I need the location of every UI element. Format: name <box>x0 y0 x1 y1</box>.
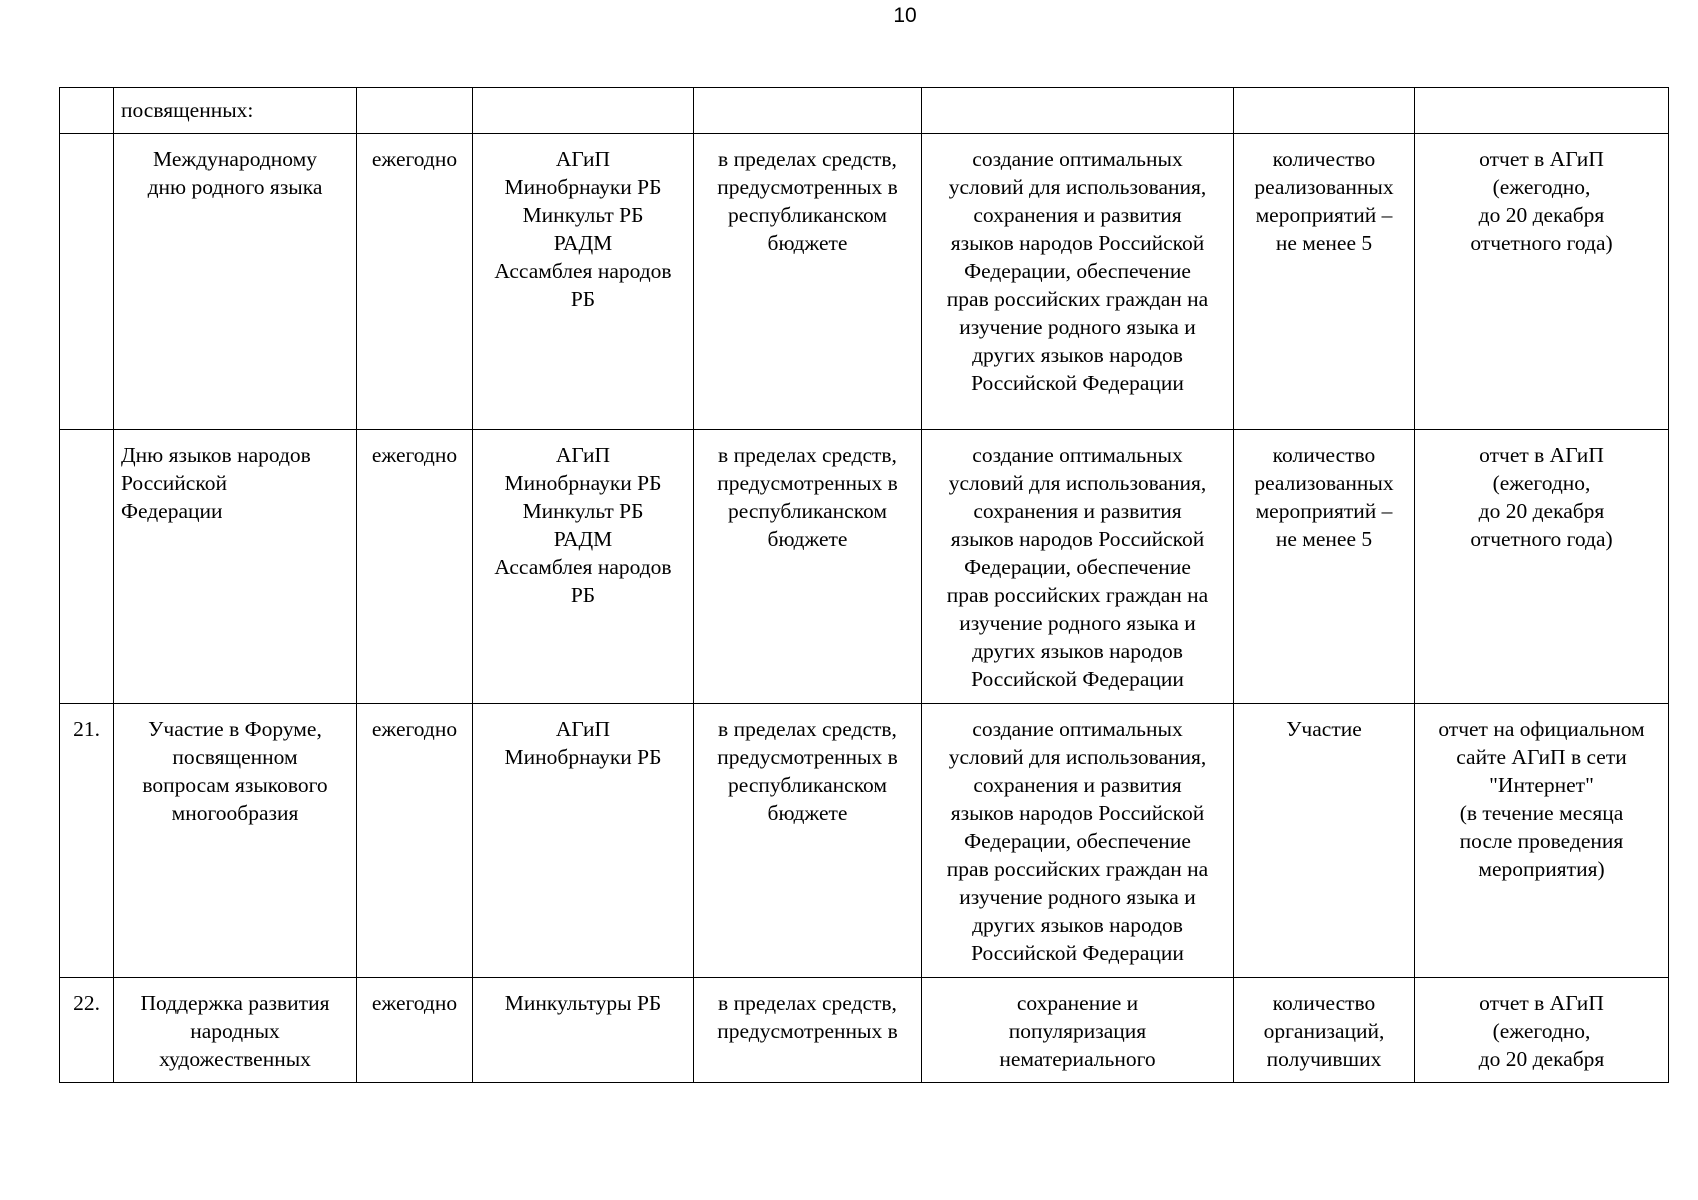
event-cell: Дню языков народов Российской Федерации <box>114 430 357 704</box>
row-number-cell <box>60 430 114 704</box>
indicator-cell <box>1234 88 1415 134</box>
term-cell <box>357 88 473 134</box>
report-cell: отчет в АГиП (ежегодно, до 20 декабря отчетного года) <box>1415 134 1669 430</box>
table-row <box>60 704 1669 978</box>
indicator-cell: Участие <box>1234 704 1415 978</box>
row-number-cell <box>60 88 114 134</box>
result-cell <box>922 88 1234 134</box>
executors-cell: АГиП Минобрнауки РБ Минкульт РБ РАДМ Ассамблея народов РБ <box>473 430 694 704</box>
executors-cell: АГиП Минобрнауки РБ <box>473 704 694 978</box>
report-cell <box>1415 88 1669 134</box>
report-cell: отчет в АГиП (ежегодно, до 20 декабря <box>1415 978 1669 1083</box>
event-cell: Участие в Форуме, посвященном вопросам языкового многообразия <box>114 704 357 978</box>
page-number: 10 <box>893 4 917 27</box>
result-cell: сохранение и популяризация нематериального <box>922 978 1234 1083</box>
indicator-cell: количество организаций, получивших <box>1234 978 1415 1083</box>
row-number-cell: 21. <box>60 704 114 978</box>
events-table <box>59 87 1669 1083</box>
funding-cell: в пределах средств, предусмотренных в республиканском бюджете <box>694 704 922 978</box>
result-cell: создание оптимальных условий для использования, сохранения и развития языков народов Российской Федерации, обеспечение прав российских граждан на изучение родного языка и других языков народов Российской Федерации <box>922 704 1234 978</box>
result-cell: создание оптимальных условий для использования, сохранения и развития языков народов Российской Федерации, обеспечение прав российских граждан на изучение родного языка и других языков народов Российской Федерации <box>922 430 1234 704</box>
result-cell: создание оптимальных условий для использования, сохранения и развития языков народов Российской Федерации, обеспечение прав российских граждан на изучение родного языка и других языков народов Российской Федерации <box>922 134 1234 430</box>
table-row <box>60 134 1669 430</box>
event-cell: Поддержка развития народных художественных <box>114 978 357 1083</box>
term-cell: ежегодно <box>357 704 473 978</box>
table-row <box>60 430 1669 704</box>
funding-cell: в пределах средств, предусмотренных в <box>694 978 922 1083</box>
term-cell: ежегодно <box>357 430 473 704</box>
executors-cell: АГиП Минобрнауки РБ Минкульт РБ РАДМ Ассамблея народов РБ <box>473 134 694 430</box>
indicator-cell: количество реализованных мероприятий – не менее 5 <box>1234 134 1415 430</box>
table-row <box>60 88 1669 134</box>
term-cell: ежегодно <box>357 978 473 1083</box>
funding-cell <box>694 88 922 134</box>
term-cell: ежегодно <box>357 134 473 430</box>
report-cell: отчет на официальном сайте АГиП в сети "Интернет" (в течение месяца после проведения мероприятия) <box>1415 704 1669 978</box>
funding-cell: в пределах средств, предусмотренных в республиканском бюджете <box>694 430 922 704</box>
indicator-cell: количество реализованных мероприятий – не менее 5 <box>1234 430 1415 704</box>
event-cell: посвященных: <box>114 88 357 134</box>
funding-cell: в пределах средств, предусмотренных в республиканском бюджете <box>694 134 922 430</box>
report-cell: отчет в АГиП (ежегодно, до 20 декабря отчетного года) <box>1415 430 1669 704</box>
row-number-cell: 22. <box>60 978 114 1083</box>
event-cell: Международному дню родного языка <box>114 134 357 430</box>
table-row <box>60 978 1669 1083</box>
executors-cell <box>473 88 694 134</box>
executors-cell: Минкультуры РБ <box>473 978 694 1083</box>
row-number-cell <box>60 134 114 430</box>
